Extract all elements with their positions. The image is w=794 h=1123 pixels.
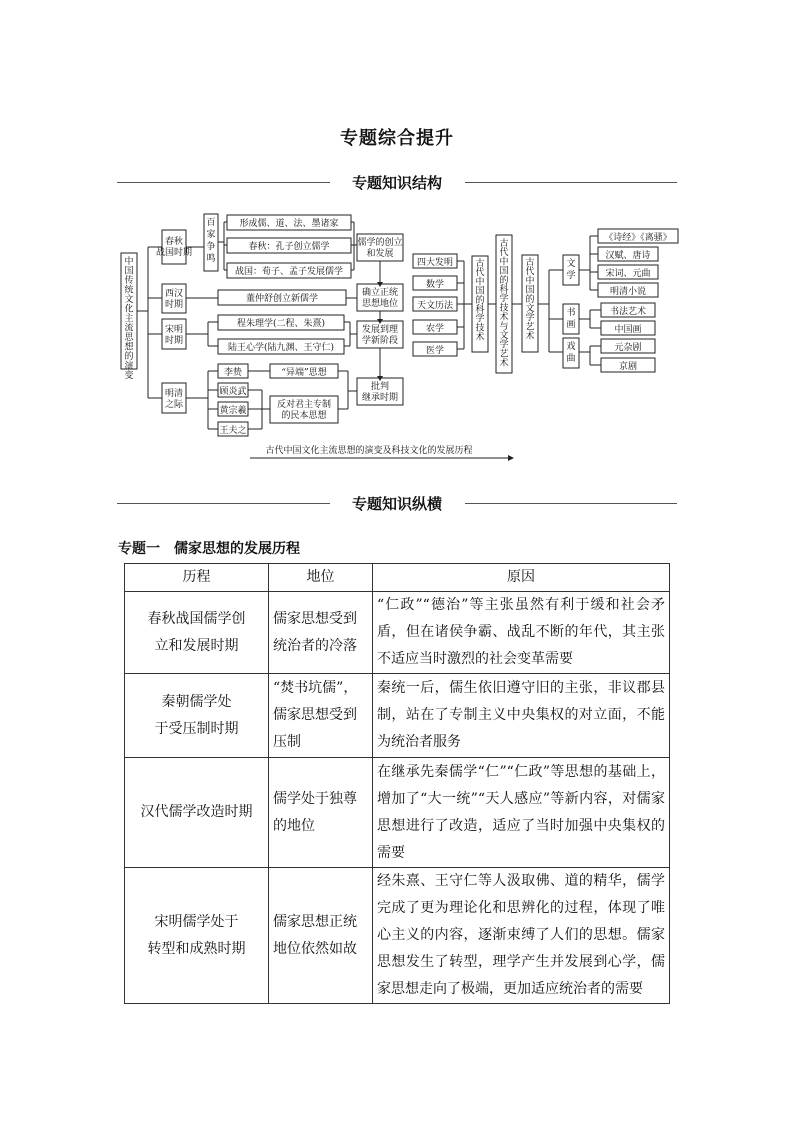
result-3-l1: 发展到理 [361,325,399,335]
period-label-song-ming-l1: 宋明 [164,325,184,335]
cell-status [269,592,373,674]
person-li-zhi: 李贽 [223,368,243,378]
science-item-1: 数学 [425,280,445,290]
result-4-l1: 批判 [370,382,390,392]
cell-reason: 经朱熹、王守仁等人汲取佛、道的精华，儒学完成了更为理论化和思辨化的过程，体现了唯心主义的内容，逐渐束缚了人们的思想。儒家思想发生了转型，理学产生并发展到心学，儒家思想走向了极端，更加适应统治者的需要 [373,868,670,1004]
detail-warring-states: 战国：荀子、孟子发展儒学 [234,267,344,277]
lit-item-ming-qing: 明清小说 [609,287,647,297]
period-label-ming-qing-l1: 明清 [164,389,184,399]
period-label-western-han-l2: 时期 [164,300,184,310]
opera-item-peking: 京剧 [618,362,638,372]
science-item-2: 天文历法 [416,301,454,311]
art-item-calligraphy: 书法艺术 [609,307,647,317]
science-label: 古代中国的科学技术 [475,259,485,343]
cell-reason: 秦统一后，儒生依旧遵守旧的主张，非议郡县制，站在了专制主义中央集权的对立面，不能为统治者服务 [373,674,670,758]
result-1-l2: 和发展 [366,249,394,259]
science-item-0: 四大发明 [416,258,454,268]
cell-status [269,758,373,868]
result-4-l2: 继承时期 [361,393,399,403]
cell-status [269,868,373,1004]
detail-people-based-l1: 反对君主专制 [276,400,332,410]
hundred-schools-label: 百家争鸣 [206,218,216,264]
status-line: 统治者的冷落 [273,637,357,654]
period-box-spring-autumn [162,230,186,264]
cell-reason: 在继承先秦儒学“仁”“仁政”等思想的基础上，增加了“大一统”“天人感应”等新内容，对儒家思想进行了改造，适应了当时加强中央集权的需要 [373,758,670,868]
period-label-song-ming-l2: 时期 [164,336,184,346]
header-reason: 原因 [373,564,670,592]
lit-group-opera: 戏曲 [566,342,576,364]
result-2-l1: 确立正统 [361,288,399,298]
science-item-3: 农学 [425,324,445,334]
status-line: 的地位 [273,817,315,834]
stage-line: 汉代儒学改造时期 [140,804,253,820]
stage-line: 春秋战国儒学创 [147,610,246,627]
stage-line: 转型和成熟时期 [147,940,246,957]
table-row [125,868,670,1004]
detail-people-based-l2: 的民本思想 [281,411,327,421]
header-status: 地位 [269,564,373,592]
topic-name: 儒家思想的发展历程 [174,541,300,557]
table-row [125,758,670,868]
status-line: 儒学处于独尊 [273,790,357,807]
stage-line: 于受压制时期 [154,720,239,737]
cell-reason: “仁政”“德治”等主张虽然有利于缓和社会矛盾，但在诸侯争霸、战乱不断的年代，其主张不适应当时激烈的社会变革需要 [373,592,670,674]
table-row [125,592,670,674]
result-2-l2: 思想地位 [361,299,399,309]
detail-dong-zhongshu: 董仲舒创立新儒学 [245,294,319,304]
stage-line: 秦朝儒学处 [161,693,232,710]
person-huang-zongxi: 黄宗羲 [219,406,247,416]
science-root-label: 古代中国的科学技术与文学艺术 [499,239,509,369]
page-title: 专题综合提升 [340,128,454,149]
person-gu-yanwu: 顾炎武 [219,387,247,397]
header-stage: 历程 [125,564,269,592]
detail-confucius: 春秋：孔子创立儒学 [248,242,330,252]
timeline-caption: 古代中国文化主流思想的演变及科技文化的发展历程 [265,446,473,456]
detail-lu-wang: 陆王心学(陆九渊、王守仁) [227,343,335,353]
section-divider-right-2 [465,503,677,504]
confucianism-table [124,563,670,1004]
lit-group-painting: 书画 [566,308,576,330]
period-label-spring-autumn-l1: 春秋 [164,237,184,247]
section-title-overview: 专题知识纵横 [351,495,442,513]
opera-item-yuan: 元杂剧 [614,343,642,353]
science-item-4: 医学 [425,346,445,356]
person-wang-fuzhi: 王夫之 [219,426,247,436]
lit-group-literature: 文学 [566,259,576,281]
cell-status [269,674,373,758]
art-item-painting: 中国画 [614,325,642,335]
result-3-l2: 学新阶段 [361,336,399,346]
knowledge-structure-diagram [0,0,794,470]
lit-item-shijing: 《诗经》《离骚》 [604,233,672,243]
status-line: 儒家思想正统 [273,913,357,930]
stage-line: 立和发展时期 [154,637,239,654]
section-divider-left-2 [117,503,330,504]
status-line: “焚书坑儒”， [273,680,358,696]
lit-item-han-tang: 汉赋、唐诗 [605,251,651,261]
status-line: 地位依然如故 [273,940,357,957]
detail-schools: 形成儒、道、法、墨诸家 [239,219,339,229]
status-line: 压制 [273,734,301,750]
cell-stage [125,758,269,868]
topic-number: 专题一 [118,541,160,557]
root-label: 中国传统文化主流思想的演变 [124,257,134,381]
period-label-western-han-l1: 西汉 [164,289,184,299]
status-line: 儒家思想受到 [273,610,357,627]
table-header-row [125,564,670,592]
lit-item-song-yuan: 宋词、元曲 [605,269,651,279]
cell-stage [125,674,269,758]
stage-line: 宋明儒学处于 [154,913,239,930]
period-label-spring-autumn-l2: 战国时期 [155,248,193,258]
topic-heading [118,538,314,558]
status-line: 儒家思想受到 [273,707,357,723]
period-label-ming-qing-l2: 之际 [164,400,184,410]
literature-label: 古代中国的文学艺术 [525,258,535,342]
cell-stage [125,868,269,1004]
detail-heresy: “异端”思想 [281,368,327,378]
result-1-l1: 儒学的创立 [357,238,403,248]
section-title-structure: 专题知识结构 [351,174,442,192]
table-row [125,674,670,758]
detail-cheng-zhu: 程朱理学(二程、朱熹) [236,319,326,329]
cell-stage [125,592,269,674]
